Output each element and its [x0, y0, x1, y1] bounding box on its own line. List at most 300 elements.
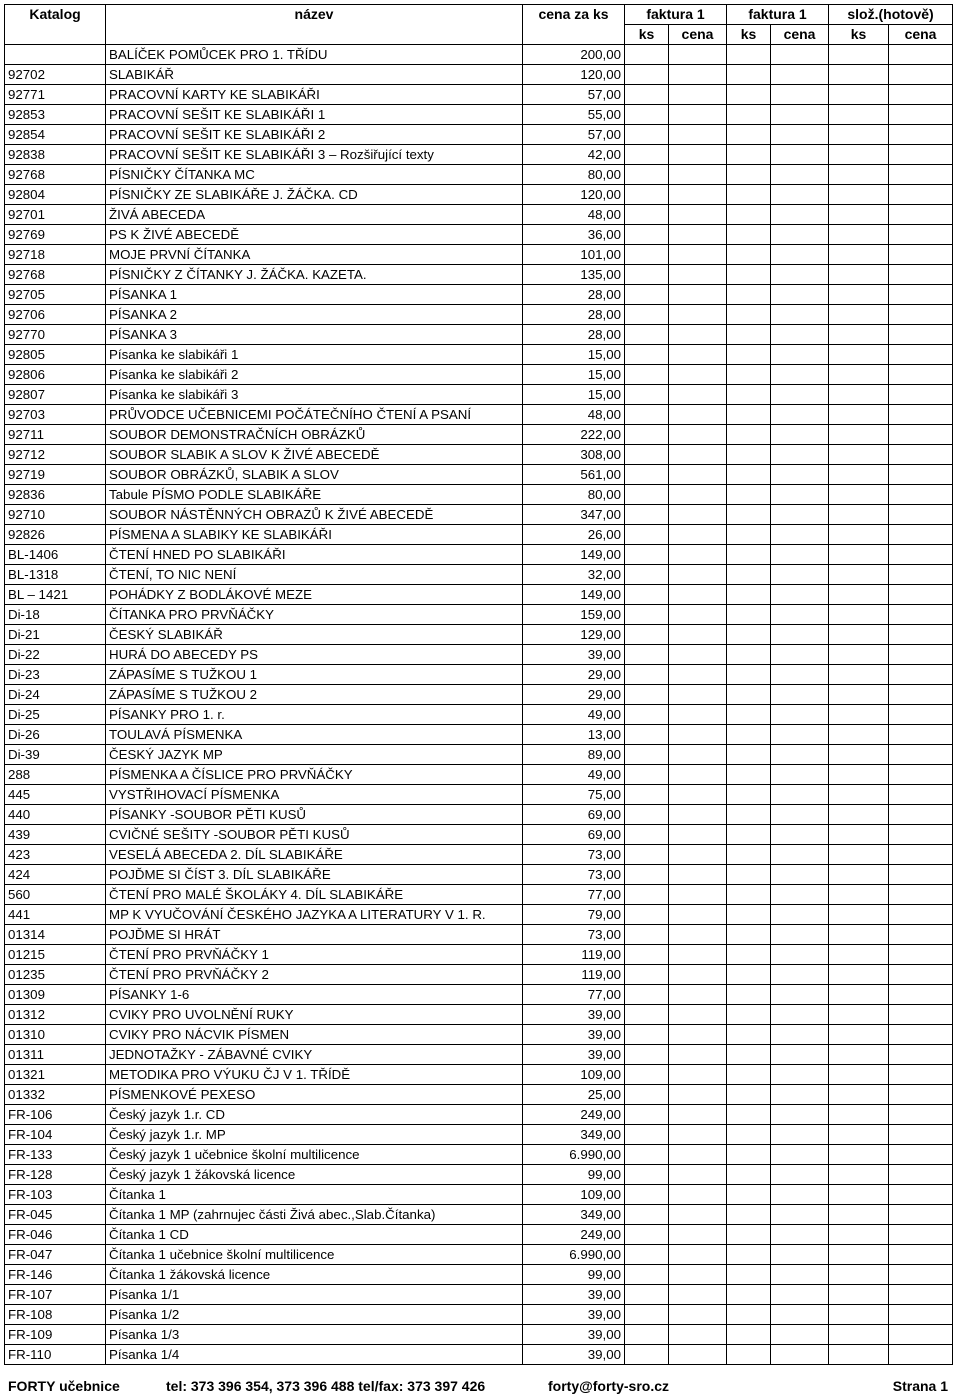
sloz-ks-cell[interactable]: [829, 325, 889, 345]
faktura1-cena-cell[interactable]: [669, 865, 727, 885]
faktura2-ks-cell[interactable]: [727, 1005, 771, 1025]
faktura2-ks-cell[interactable]: [727, 365, 771, 385]
sloz-ks-cell[interactable]: [829, 545, 889, 565]
faktura1-cena-cell[interactable]: [669, 965, 727, 985]
sloz-cena-cell[interactable]: [889, 505, 953, 525]
faktura2-ks-cell[interactable]: [727, 845, 771, 865]
faktura2-ks-cell[interactable]: [727, 1225, 771, 1245]
sloz-ks-cell[interactable]: [829, 645, 889, 665]
faktura1-ks-cell[interactable]: [625, 825, 669, 845]
sloz-cena-cell[interactable]: [889, 1205, 953, 1225]
faktura2-cena-cell[interactable]: [771, 1345, 829, 1365]
faktura1-ks-cell[interactable]: [625, 1105, 669, 1125]
sloz-ks-cell[interactable]: [829, 1105, 889, 1125]
faktura2-ks-cell[interactable]: [727, 1305, 771, 1325]
faktura1-ks-cell[interactable]: [625, 685, 669, 705]
sloz-cena-cell[interactable]: [889, 785, 953, 805]
faktura1-ks-cell[interactable]: [625, 45, 669, 65]
faktura1-ks-cell[interactable]: [625, 1065, 669, 1085]
sloz-ks-cell[interactable]: [829, 925, 889, 945]
sloz-ks-cell[interactable]: [829, 985, 889, 1005]
sloz-ks-cell[interactable]: [829, 685, 889, 705]
faktura1-ks-cell[interactable]: [625, 365, 669, 385]
sloz-ks-cell[interactable]: [829, 145, 889, 165]
faktura1-ks-cell[interactable]: [625, 125, 669, 145]
faktura2-cena-cell[interactable]: [771, 1025, 829, 1045]
faktura1-cena-cell[interactable]: [669, 445, 727, 465]
faktura1-ks-cell[interactable]: [625, 325, 669, 345]
faktura1-ks-cell[interactable]: [625, 545, 669, 565]
sloz-cena-cell[interactable]: [889, 1025, 953, 1045]
faktura2-cena-cell[interactable]: [771, 925, 829, 945]
faktura1-cena-cell[interactable]: [669, 685, 727, 705]
sloz-cena-cell[interactable]: [889, 745, 953, 765]
faktura1-ks-cell[interactable]: [625, 285, 669, 305]
faktura1-cena-cell[interactable]: [669, 465, 727, 485]
sloz-cena-cell[interactable]: [889, 865, 953, 885]
faktura1-ks-cell[interactable]: [625, 965, 669, 985]
faktura1-cena-cell[interactable]: [669, 345, 727, 365]
faktura2-cena-cell[interactable]: [771, 305, 829, 325]
faktura1-cena-cell[interactable]: [669, 885, 727, 905]
faktura2-ks-cell[interactable]: [727, 1045, 771, 1065]
faktura2-cena-cell[interactable]: [771, 405, 829, 425]
sloz-ks-cell[interactable]: [829, 425, 889, 445]
sloz-cena-cell[interactable]: [889, 1345, 953, 1365]
faktura2-cena-cell[interactable]: [771, 85, 829, 105]
faktura1-ks-cell[interactable]: [625, 205, 669, 225]
sloz-ks-cell[interactable]: [829, 105, 889, 125]
sloz-ks-cell[interactable]: [829, 1285, 889, 1305]
sloz-cena-cell[interactable]: [889, 1125, 953, 1145]
sloz-cena-cell[interactable]: [889, 705, 953, 725]
faktura1-ks-cell[interactable]: [625, 1245, 669, 1265]
sloz-ks-cell[interactable]: [829, 785, 889, 805]
faktura1-cena-cell[interactable]: [669, 1005, 727, 1025]
faktura1-cena-cell[interactable]: [669, 1145, 727, 1165]
faktura2-ks-cell[interactable]: [727, 885, 771, 905]
sloz-ks-cell[interactable]: [829, 45, 889, 65]
faktura2-ks-cell[interactable]: [727, 545, 771, 565]
faktura1-cena-cell[interactable]: [669, 645, 727, 665]
faktura1-cena-cell[interactable]: [669, 1165, 727, 1185]
sloz-cena-cell[interactable]: [889, 425, 953, 445]
faktura2-cena-cell[interactable]: [771, 165, 829, 185]
sloz-cena-cell[interactable]: [889, 445, 953, 465]
sloz-cena-cell[interactable]: [889, 1105, 953, 1125]
faktura1-ks-cell[interactable]: [625, 245, 669, 265]
sloz-ks-cell[interactable]: [829, 345, 889, 365]
faktura1-ks-cell[interactable]: [625, 145, 669, 165]
faktura2-cena-cell[interactable]: [771, 465, 829, 485]
faktura2-cena-cell[interactable]: [771, 1125, 829, 1145]
faktura2-ks-cell[interactable]: [727, 485, 771, 505]
faktura2-ks-cell[interactable]: [727, 305, 771, 325]
faktura1-cena-cell[interactable]: [669, 1325, 727, 1345]
faktura2-cena-cell[interactable]: [771, 1005, 829, 1025]
faktura1-ks-cell[interactable]: [625, 745, 669, 765]
faktura1-ks-cell[interactable]: [625, 65, 669, 85]
faktura2-cena-cell[interactable]: [771, 445, 829, 465]
faktura1-ks-cell[interactable]: [625, 905, 669, 925]
faktura1-cena-cell[interactable]: [669, 125, 727, 145]
faktura1-cena-cell[interactable]: [669, 985, 727, 1005]
sloz-cena-cell[interactable]: [889, 325, 953, 345]
faktura2-cena-cell[interactable]: [771, 1265, 829, 1285]
faktura2-ks-cell[interactable]: [727, 825, 771, 845]
faktura2-ks-cell[interactable]: [727, 1285, 771, 1305]
faktura1-ks-cell[interactable]: [625, 405, 669, 425]
faktura1-ks-cell[interactable]: [625, 985, 669, 1005]
sloz-cena-cell[interactable]: [889, 1325, 953, 1345]
faktura2-cena-cell[interactable]: [771, 205, 829, 225]
faktura1-ks-cell[interactable]: [625, 425, 669, 445]
faktura1-ks-cell[interactable]: [625, 1285, 669, 1305]
faktura1-ks-cell[interactable]: [625, 885, 669, 905]
faktura2-ks-cell[interactable]: [727, 325, 771, 345]
faktura2-ks-cell[interactable]: [727, 725, 771, 745]
faktura2-ks-cell[interactable]: [727, 125, 771, 145]
sloz-ks-cell[interactable]: [829, 945, 889, 965]
faktura2-ks-cell[interactable]: [727, 405, 771, 425]
faktura2-ks-cell[interactable]: [727, 105, 771, 125]
faktura1-cena-cell[interactable]: [669, 1185, 727, 1205]
faktura1-cena-cell[interactable]: [669, 945, 727, 965]
faktura2-cena-cell[interactable]: [771, 185, 829, 205]
sloz-ks-cell[interactable]: [829, 65, 889, 85]
faktura1-cena-cell[interactable]: [669, 165, 727, 185]
faktura1-ks-cell[interactable]: [625, 305, 669, 325]
sloz-ks-cell[interactable]: [829, 1165, 889, 1185]
faktura1-ks-cell[interactable]: [625, 1085, 669, 1105]
sloz-cena-cell[interactable]: [889, 1005, 953, 1025]
faktura1-cena-cell[interactable]: [669, 305, 727, 325]
faktura1-ks-cell[interactable]: [625, 1005, 669, 1025]
faktura2-ks-cell[interactable]: [727, 145, 771, 165]
faktura1-cena-cell[interactable]: [669, 545, 727, 565]
faktura1-cena-cell[interactable]: [669, 265, 727, 285]
sloz-cena-cell[interactable]: [889, 985, 953, 1005]
faktura2-cena-cell[interactable]: [771, 905, 829, 925]
faktura1-cena-cell[interactable]: [669, 1305, 727, 1325]
faktura1-cena-cell[interactable]: [669, 525, 727, 545]
faktura1-cena-cell[interactable]: [669, 405, 727, 425]
faktura1-cena-cell[interactable]: [669, 105, 727, 125]
sloz-ks-cell[interactable]: [829, 825, 889, 845]
faktura1-ks-cell[interactable]: [625, 585, 669, 605]
faktura2-cena-cell[interactable]: [771, 1305, 829, 1325]
sloz-cena-cell[interactable]: [889, 245, 953, 265]
faktura2-cena-cell[interactable]: [771, 945, 829, 965]
faktura1-cena-cell[interactable]: [669, 1105, 727, 1125]
sloz-ks-cell[interactable]: [829, 865, 889, 885]
sloz-cena-cell[interactable]: [889, 1185, 953, 1205]
sloz-cena-cell[interactable]: [889, 925, 953, 945]
sloz-cena-cell[interactable]: [889, 465, 953, 485]
faktura2-cena-cell[interactable]: [771, 565, 829, 585]
faktura2-ks-cell[interactable]: [727, 1185, 771, 1205]
sloz-cena-cell[interactable]: [889, 165, 953, 185]
sloz-cena-cell[interactable]: [889, 1225, 953, 1245]
faktura2-cena-cell[interactable]: [771, 705, 829, 725]
faktura1-ks-cell[interactable]: [625, 705, 669, 725]
sloz-cena-cell[interactable]: [889, 1145, 953, 1165]
sloz-cena-cell[interactable]: [889, 965, 953, 985]
faktura2-cena-cell[interactable]: [771, 485, 829, 505]
faktura1-cena-cell[interactable]: [669, 765, 727, 785]
faktura1-cena-cell[interactable]: [669, 1245, 727, 1265]
faktura1-ks-cell[interactable]: [625, 1045, 669, 1065]
sloz-cena-cell[interactable]: [889, 1265, 953, 1285]
faktura1-ks-cell[interactable]: [625, 265, 669, 285]
faktura1-ks-cell[interactable]: [625, 1225, 669, 1245]
faktura1-ks-cell[interactable]: [625, 605, 669, 625]
faktura1-cena-cell[interactable]: [669, 45, 727, 65]
faktura1-cena-cell[interactable]: [669, 185, 727, 205]
sloz-ks-cell[interactable]: [829, 565, 889, 585]
faktura1-cena-cell[interactable]: [669, 705, 727, 725]
sloz-cena-cell[interactable]: [889, 1045, 953, 1065]
sloz-ks-cell[interactable]: [829, 1225, 889, 1245]
sloz-cena-cell[interactable]: [889, 265, 953, 285]
faktura1-ks-cell[interactable]: [625, 725, 669, 745]
faktura2-ks-cell[interactable]: [727, 965, 771, 985]
sloz-ks-cell[interactable]: [829, 525, 889, 545]
faktura2-cena-cell[interactable]: [771, 1285, 829, 1305]
faktura2-ks-cell[interactable]: [727, 765, 771, 785]
faktura1-cena-cell[interactable]: [669, 325, 727, 345]
sloz-ks-cell[interactable]: [829, 965, 889, 985]
sloz-ks-cell[interactable]: [829, 805, 889, 825]
sloz-cena-cell[interactable]: [889, 145, 953, 165]
faktura2-cena-cell[interactable]: [771, 425, 829, 445]
sloz-cena-cell[interactable]: [889, 125, 953, 145]
sloz-ks-cell[interactable]: [829, 585, 889, 605]
faktura2-ks-cell[interactable]: [727, 805, 771, 825]
sloz-cena-cell[interactable]: [889, 585, 953, 605]
faktura1-ks-cell[interactable]: [625, 565, 669, 585]
sloz-ks-cell[interactable]: [829, 745, 889, 765]
sloz-ks-cell[interactable]: [829, 625, 889, 645]
sloz-cena-cell[interactable]: [889, 385, 953, 405]
faktura2-cena-cell[interactable]: [771, 45, 829, 65]
faktura2-ks-cell[interactable]: [727, 185, 771, 205]
faktura2-ks-cell[interactable]: [727, 645, 771, 665]
sloz-ks-cell[interactable]: [829, 665, 889, 685]
sloz-ks-cell[interactable]: [829, 365, 889, 385]
faktura2-ks-cell[interactable]: [727, 265, 771, 285]
faktura1-ks-cell[interactable]: [625, 185, 669, 205]
faktura2-ks-cell[interactable]: [727, 1125, 771, 1145]
faktura1-cena-cell[interactable]: [669, 225, 727, 245]
faktura2-cena-cell[interactable]: [771, 1325, 829, 1345]
faktura1-ks-cell[interactable]: [625, 765, 669, 785]
faktura2-ks-cell[interactable]: [727, 285, 771, 305]
faktura2-ks-cell[interactable]: [727, 785, 771, 805]
faktura1-cena-cell[interactable]: [669, 1265, 727, 1285]
sloz-ks-cell[interactable]: [829, 845, 889, 865]
faktura2-ks-cell[interactable]: [727, 1145, 771, 1165]
faktura2-ks-cell[interactable]: [727, 985, 771, 1005]
faktura1-cena-cell[interactable]: [669, 745, 727, 765]
sloz-cena-cell[interactable]: [889, 185, 953, 205]
sloz-cena-cell[interactable]: [889, 845, 953, 865]
sloz-cena-cell[interactable]: [889, 545, 953, 565]
sloz-cena-cell[interactable]: [889, 1165, 953, 1185]
faktura2-cena-cell[interactable]: [771, 625, 829, 645]
faktura1-ks-cell[interactable]: [625, 1165, 669, 1185]
sloz-ks-cell[interactable]: [829, 1265, 889, 1285]
faktura1-cena-cell[interactable]: [669, 385, 727, 405]
faktura2-cena-cell[interactable]: [771, 265, 829, 285]
faktura2-cena-cell[interactable]: [771, 1145, 829, 1165]
sloz-ks-cell[interactable]: [829, 1185, 889, 1205]
sloz-ks-cell[interactable]: [829, 1065, 889, 1085]
faktura2-cena-cell[interactable]: [771, 1045, 829, 1065]
faktura2-ks-cell[interactable]: [727, 565, 771, 585]
faktura1-cena-cell[interactable]: [669, 1025, 727, 1045]
faktura2-cena-cell[interactable]: [771, 225, 829, 245]
sloz-cena-cell[interactable]: [889, 405, 953, 425]
faktura2-ks-cell[interactable]: [727, 205, 771, 225]
sloz-cena-cell[interactable]: [889, 345, 953, 365]
faktura2-cena-cell[interactable]: [771, 1225, 829, 1245]
sloz-ks-cell[interactable]: [829, 205, 889, 225]
faktura2-cena-cell[interactable]: [771, 885, 829, 905]
faktura2-cena-cell[interactable]: [771, 825, 829, 845]
sloz-ks-cell[interactable]: [829, 885, 889, 905]
faktura2-cena-cell[interactable]: [771, 285, 829, 305]
faktura1-cena-cell[interactable]: [669, 1045, 727, 1065]
faktura1-ks-cell[interactable]: [625, 1205, 669, 1225]
faktura2-cena-cell[interactable]: [771, 1165, 829, 1185]
faktura1-cena-cell[interactable]: [669, 145, 727, 165]
faktura2-cena-cell[interactable]: [771, 1205, 829, 1225]
sloz-cena-cell[interactable]: [889, 225, 953, 245]
faktura2-ks-cell[interactable]: [727, 1325, 771, 1345]
sloz-cena-cell[interactable]: [889, 65, 953, 85]
faktura1-ks-cell[interactable]: [625, 945, 669, 965]
faktura2-cena-cell[interactable]: [771, 665, 829, 685]
sloz-cena-cell[interactable]: [889, 1285, 953, 1305]
faktura2-cena-cell[interactable]: [771, 685, 829, 705]
faktura2-ks-cell[interactable]: [727, 245, 771, 265]
faktura1-ks-cell[interactable]: [625, 865, 669, 885]
faktura1-cena-cell[interactable]: [669, 605, 727, 625]
faktura2-cena-cell[interactable]: [771, 605, 829, 625]
faktura2-ks-cell[interactable]: [727, 585, 771, 605]
faktura2-ks-cell[interactable]: [727, 925, 771, 945]
sloz-ks-cell[interactable]: [829, 1045, 889, 1065]
faktura1-cena-cell[interactable]: [669, 1345, 727, 1365]
sloz-ks-cell[interactable]: [829, 225, 889, 245]
faktura2-cena-cell[interactable]: [771, 325, 829, 345]
faktura2-ks-cell[interactable]: [727, 1025, 771, 1045]
faktura2-ks-cell[interactable]: [727, 705, 771, 725]
faktura2-ks-cell[interactable]: [727, 685, 771, 705]
faktura2-cena-cell[interactable]: [771, 125, 829, 145]
faktura1-ks-cell[interactable]: [625, 625, 669, 645]
faktura1-ks-cell[interactable]: [625, 525, 669, 545]
faktura1-ks-cell[interactable]: [625, 925, 669, 945]
faktura1-ks-cell[interactable]: [625, 1305, 669, 1325]
sloz-cena-cell[interactable]: [889, 1245, 953, 1265]
faktura2-ks-cell[interactable]: [727, 85, 771, 105]
faktura2-ks-cell[interactable]: [727, 1265, 771, 1285]
sloz-ks-cell[interactable]: [829, 505, 889, 525]
faktura1-ks-cell[interactable]: [625, 165, 669, 185]
faktura1-ks-cell[interactable]: [625, 345, 669, 365]
faktura1-cena-cell[interactable]: [669, 845, 727, 865]
sloz-cena-cell[interactable]: [889, 85, 953, 105]
faktura2-cena-cell[interactable]: [771, 725, 829, 745]
sloz-cena-cell[interactable]: [889, 665, 953, 685]
sloz-ks-cell[interactable]: [829, 1025, 889, 1045]
faktura1-cena-cell[interactable]: [669, 1085, 727, 1105]
faktura1-cena-cell[interactable]: [669, 365, 727, 385]
sloz-ks-cell[interactable]: [829, 1325, 889, 1345]
sloz-ks-cell[interactable]: [829, 725, 889, 745]
faktura2-ks-cell[interactable]: [727, 425, 771, 445]
sloz-ks-cell[interactable]: [829, 245, 889, 265]
faktura1-ks-cell[interactable]: [625, 225, 669, 245]
faktura1-ks-cell[interactable]: [625, 805, 669, 825]
sloz-ks-cell[interactable]: [829, 905, 889, 925]
faktura1-cena-cell[interactable]: [669, 665, 727, 685]
faktura2-ks-cell[interactable]: [727, 445, 771, 465]
faktura2-cena-cell[interactable]: [771, 525, 829, 545]
sloz-ks-cell[interactable]: [829, 405, 889, 425]
faktura1-ks-cell[interactable]: [625, 1325, 669, 1345]
faktura1-cena-cell[interactable]: [669, 205, 727, 225]
faktura2-cena-cell[interactable]: [771, 845, 829, 865]
sloz-cena-cell[interactable]: [889, 1305, 953, 1325]
faktura2-ks-cell[interactable]: [727, 45, 771, 65]
faktura2-cena-cell[interactable]: [771, 545, 829, 565]
faktura1-cena-cell[interactable]: [669, 85, 727, 105]
faktura2-cena-cell[interactable]: [771, 965, 829, 985]
sloz-ks-cell[interactable]: [829, 285, 889, 305]
faktura2-cena-cell[interactable]: [771, 865, 829, 885]
faktura2-ks-cell[interactable]: [727, 1085, 771, 1105]
faktura1-cena-cell[interactable]: [669, 625, 727, 645]
sloz-ks-cell[interactable]: [829, 85, 889, 105]
sloz-cena-cell[interactable]: [889, 485, 953, 505]
faktura1-ks-cell[interactable]: [625, 1145, 669, 1165]
faktura1-ks-cell[interactable]: [625, 645, 669, 665]
sloz-cena-cell[interactable]: [889, 825, 953, 845]
faktura1-ks-cell[interactable]: [625, 445, 669, 465]
sloz-cena-cell[interactable]: [889, 1065, 953, 1085]
faktura2-cena-cell[interactable]: [771, 1065, 829, 1085]
sloz-cena-cell[interactable]: [889, 645, 953, 665]
sloz-cena-cell[interactable]: [889, 765, 953, 785]
sloz-ks-cell[interactable]: [829, 1005, 889, 1025]
faktura1-ks-cell[interactable]: [625, 845, 669, 865]
sloz-ks-cell[interactable]: [829, 1345, 889, 1365]
faktura1-cena-cell[interactable]: [669, 785, 727, 805]
faktura2-ks-cell[interactable]: [727, 385, 771, 405]
faktura1-cena-cell[interactable]: [669, 1285, 727, 1305]
sloz-cena-cell[interactable]: [889, 105, 953, 125]
faktura2-cena-cell[interactable]: [771, 145, 829, 165]
sloz-ks-cell[interactable]: [829, 1305, 889, 1325]
sloz-ks-cell[interactable]: [829, 1205, 889, 1225]
faktura2-cena-cell[interactable]: [771, 765, 829, 785]
sloz-ks-cell[interactable]: [829, 1245, 889, 1265]
faktura2-cena-cell[interactable]: [771, 785, 829, 805]
faktura1-ks-cell[interactable]: [625, 1265, 669, 1285]
